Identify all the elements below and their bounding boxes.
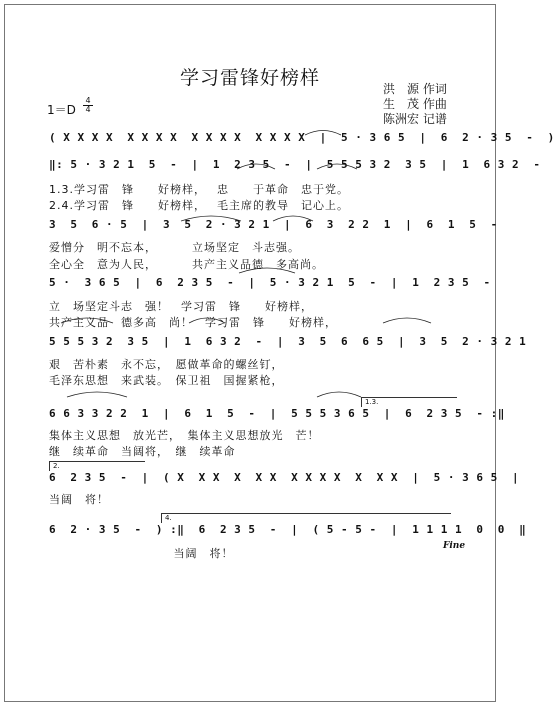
composer-credit: 生 茂 作曲: [383, 97, 447, 111]
notation-line: 6 6 3 3 2 2 1 | 6 1 5 - | 5 5 5 3 6 5 | 6 2 3 5 - :‖: [49, 407, 505, 420]
lyric-line: 立 场坚定斗志 强！ 学习雷 锋 好榜样，: [49, 300, 313, 313]
score-page: [4, 4, 555, 702]
lyric-line: 艰 苦朴素 永不忘， 愿做革命的螺丝钉，: [49, 358, 284, 371]
time-sig-top: 4: [83, 97, 93, 106]
notation-line: ‖: 5 · 3 2 1 5 - | 1 2 3 5 - | 5 5 5 3 2 3 5 | 1 6 3 2 -: [49, 158, 541, 171]
lyric-line: 全心全 意为人民， 共产主义品德 多高尚。: [49, 258, 324, 271]
volta-second-label: 2.: [53, 462, 60, 470]
volta-second-ending: [49, 461, 145, 471]
notation-line: 3 5 6 · 5 | 3 5 2 · 3 2 1 | 6 3 2 2 1 | 6 1 5 -: [49, 218, 498, 231]
volta-first-label: 1.3.: [365, 398, 379, 406]
notation-line: 5 5 5 3 2 3 5 | 1 6 3 2 - | 3 5 6 6 5 | 3 5 2 · 3 2 1: [49, 335, 527, 348]
fine-marking: Fine: [443, 541, 466, 551]
lyric-line: 爱憎分 明不忘本， 立场坚定 斗志强。: [49, 241, 300, 254]
volta-first-ending: [361, 397, 457, 407]
lyric-line: 毛泽东思想 来武装。 保卫祖 国握紧枪，: [49, 374, 284, 387]
lyric-line: 当阔 将！: [49, 493, 109, 506]
slur-mark: [383, 318, 431, 323]
volta-fourth-label: 4.: [165, 514, 172, 522]
lyric-line: 当阔 将！: [49, 547, 234, 560]
lyric-line: 2.4.学习雷 锋 好榜样， 毛主席的教导 记心上。: [49, 199, 349, 212]
lyricist-credit: 洪 源 作词: [383, 82, 447, 96]
slur-mark: [67, 392, 127, 397]
volta-fourth-ending: [161, 513, 451, 523]
lyric-line: 共产主义品 德多高 尚！ 学习雷 锋 好榜样，: [49, 316, 337, 329]
lyric-line: 1.3.学习雷 锋 好榜样， 忠 于革命 忠于党。: [49, 183, 349, 196]
time-signature: [83, 97, 93, 114]
notation-line: ( X X X X X X X X X X X X X X X X | 5 · 3 6 5 | 6 2 · 3 5 - ): [49, 131, 555, 144]
time-sig-bottom: 4: [85, 105, 91, 114]
notation-line: 6 2 · 3 5 - ) :‖ 6 2 3 5 - | ( 5 - 5 - | 1 1 1 1 0 0 ‖: [49, 523, 527, 536]
lyric-line: 继 续革命 当阔将， 继 续革命: [49, 445, 236, 458]
slur-mark: [317, 392, 361, 397]
notation-line: 5 · 3 6 5 | 6 2 3 5 - | 5 · 3 2 1 5 - | 1 2 3 5 -: [49, 276, 491, 289]
notation-line: 6 2 3 5 - | ( X X X X X X X X X X X X X | 5 · 3 6 5 |: [49, 471, 520, 484]
transcriber-credit: 陈洲宏 记谱: [383, 112, 447, 126]
key-signature: 1＝D: [47, 103, 76, 117]
lyric-line: 集体主义思想 放光芒， 集体主义思想放光 芒！: [49, 429, 320, 442]
song-title: 学习雷锋好榜样: [179, 67, 320, 89]
